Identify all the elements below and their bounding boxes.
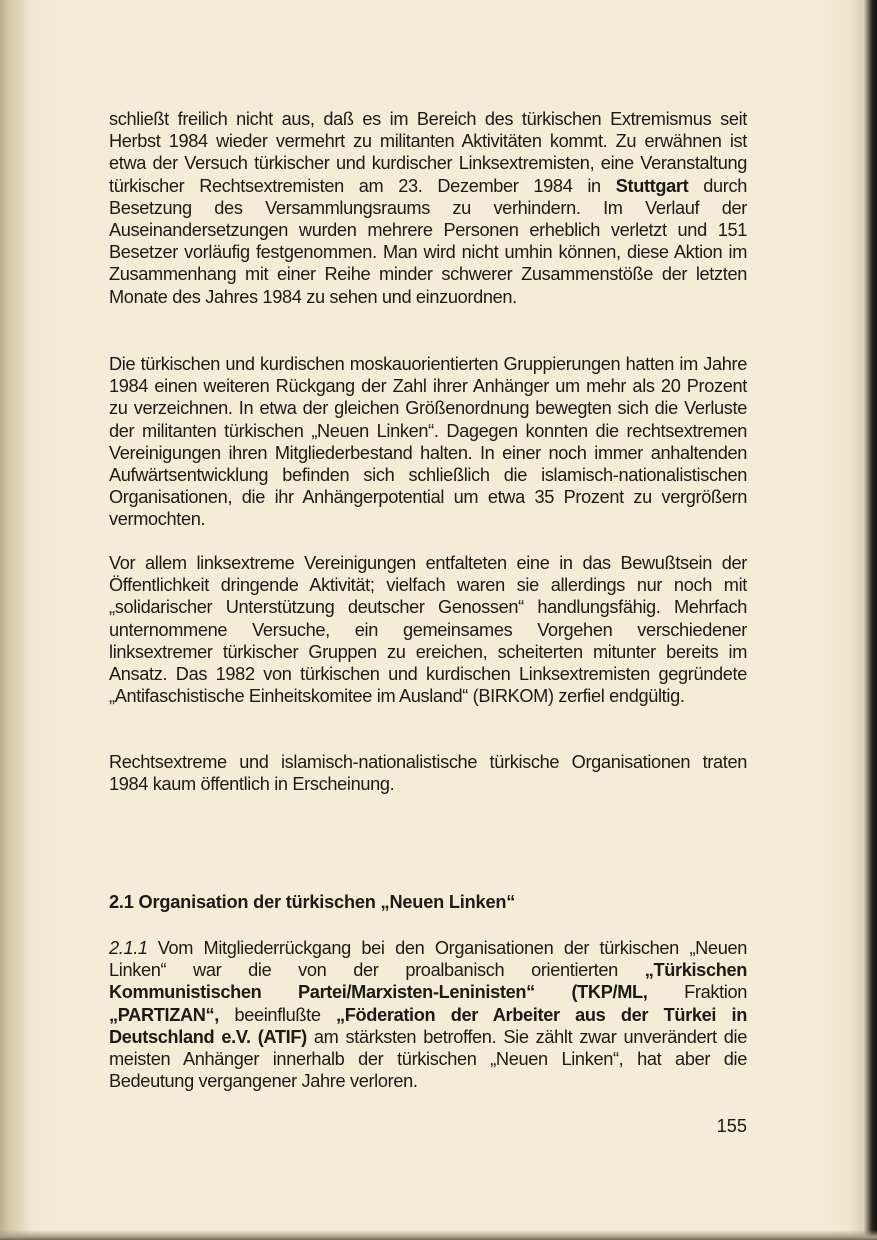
- paragraph-1-bold-city: Stuttgart: [615, 175, 689, 196]
- paragraph-2: Die türkischen und kurdischen moskauorientierten Gruppierungen hatten im Jahre 1984 einen weiteren Rückgang der Zahl ihrer Anhänger um mehr als 20 Prozent zu verzeichnen. In etwa der gleichen Größenordnung bewegten sich die Verluste der militanten türkischen „Neuen Linken“. Dagegen konnten die rechtsextremen Vereinigungen ihren Mitgliederbestand halten. In einer noch immer anhaltenden Aufwärtsentwicklung befinden sich schließlich die islamisch-nationalistischen Organisationen, die ihr Anhängerpotential um etwa 35 Prozent zu vergrößern vermochten.: [109, 354, 747, 530]
- page-number: 155: [716, 1116, 747, 1136]
- page-bottom-edge: [0, 1230, 877, 1240]
- paragraph-1: [109, 108, 747, 308]
- paragraph-4: Rechtsextreme und islamisch-nationalistische türkische Organisationen traten 1984 kaum öffentlich in Erscheinung.: [109, 752, 747, 795]
- paragraph-3: Vor allem linksextreme Vereinigungen entfalteten eine in das Bewußtsein der Öffentlichkeit dringende Aktivität; vielfach waren sie allerdings nur noch mit „solidarischer Unterstützung deutscher Genossen“ handlungsfähig. Mehrfach unternommene Versuche, ein gemeinsames Vorgehen verschiedener linksextremer türkischer Gruppen zu ereichen, scheiterten mitunter bereits im Ansatz. Das 1982 von türkischen und kurdischen Linksextremisten gegründete „Antifaschistische Einheitskomitee im Ausland“ (BIRKOM) zerfiel endgültig.: [109, 553, 747, 707]
- section-paragraph: [109, 937, 747, 1092]
- section-text-4: am stärksten betroffen. Sie zählt zwar unverändert die meisten Anhänger innerhalb der türkischen „Neuen Linken“, hat aber die Bedeutung vergangener Jahre verloren.: [109, 1026, 747, 1092]
- paragraph-1-text-start: schließt freilich nicht aus, daß es im Bereich des türkischen Extremismus seit Herbst 1984 wieder vermehrt zu militanten Aktivitäten kommt. Zu erwähnen ist etwa der Versuch türkischer und kurdischer Linksextremisten, eine Veranstaltung türkischer Rechtsextremisten am 23. Dezember 1984 in: [109, 109, 747, 196]
- section-bold-3: „Föderation der Arbeiter aus der Türkei in Deutschland e.V. (ATIF): [109, 1004, 748, 1047]
- page-right-edge: [863, 0, 877, 1240]
- book-binding-shadow: [0, 0, 30, 1240]
- paragraph-1-text-end: durch Besetzung des Versammlungsraums zu verhindern. Im Verlauf der Auseinandersetzungen wurden mehrere Personen erheblich verletzt und 151 Besetzer vorläufig festgenommen. Man wird nicht umhin können, diese Aktion im Zusammenhang mit einer Reihe minder schwerer Zusammenstöße der letzten Monate des Jahres 1984 zu sehen und einzuordnen.: [109, 175, 747, 307]
- subsection-number: 2.1.1: [109, 938, 148, 958]
- section-text-2: Fraktion: [647, 982, 747, 1003]
- section-text-3: beeinflußte: [218, 1004, 337, 1025]
- section-bold-1: „Türkischen Kommunistischen Partei/Marxisten-Leninisten“ (TKP/ML,: [109, 960, 747, 1003]
- section-bold-2: „PARTIZAN“,: [109, 1004, 219, 1025]
- section-heading: 2.1 Organisation der türkischen „Neuen Linken“: [109, 892, 516, 912]
- section-text-1: Vom Mitgliederrückgang bei den Organisationen der türkischen „Neuen Linken“ war die von der proalbanisch orientierten: [109, 938, 747, 981]
